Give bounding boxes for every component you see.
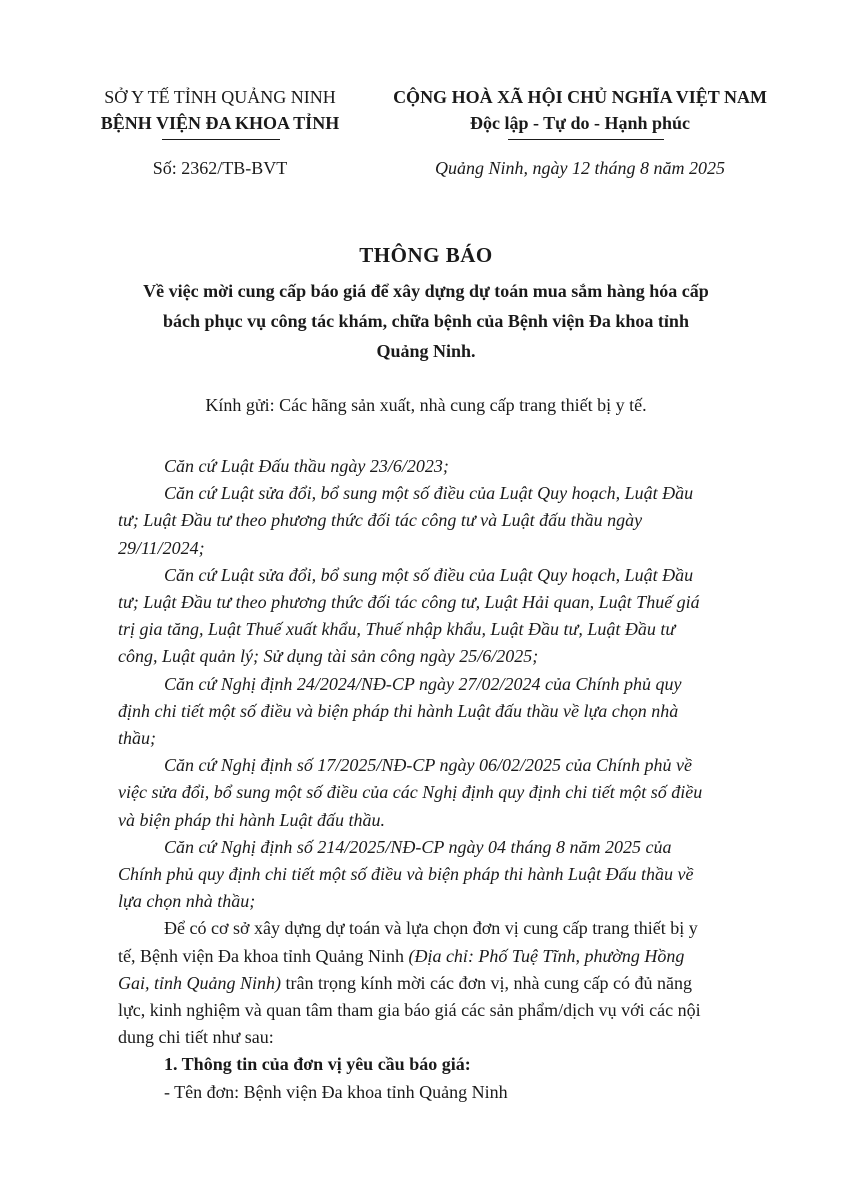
text-line: thầu; [118, 728, 156, 749]
legal-basis [118, 480, 758, 562]
text-line: 29/11/2024; [118, 537, 205, 558]
greeting: Kính gửi: Các hãng sản xuất, nhà cung cấp trang thiết bị y tế. [205, 395, 647, 415]
text-run: tế, Bệnh viện Đa khoa tỉnh Quảng Ninh [118, 945, 409, 966]
issuer-block [80, 84, 360, 136]
section-1 [118, 1051, 758, 1105]
text-run: trân trọng kính mời các đơn vị, nhà cung cấp có đủ năng [281, 972, 692, 993]
legal-basis [118, 752, 758, 834]
section-item: - Tên đơn: Bệnh viện Đa khoa tỉnh Quảng Ninh [164, 1081, 508, 1102]
legal-basis [118, 453, 758, 480]
text-line: lực, kinh nghiệm và quan tâm tham gia báo giá các sản phẩm/dịch vụ với các nội [118, 1000, 701, 1021]
text-line: định chi tiết một số điều và biện pháp thi hành Luật đấu thầu về lựa chọn nhà [118, 700, 679, 721]
text-line: và biện pháp thi hành Luật đấu thầu. [118, 809, 385, 830]
legal-basis [118, 671, 758, 753]
text-line [118, 970, 758, 997]
document-number: Số: 2362/TB-BVT [152, 158, 288, 178]
text-line: Căn cứ Nghị định 24/2024/NĐ-CP ngày 27/02/2024 của Chính phủ quy [164, 673, 682, 694]
subject-line: Quảng Ninh. [376, 341, 476, 361]
text-line: Chính phủ quy định chi tiết một số điều và biện pháp thi hành Luật Đấu thầu về [118, 864, 694, 885]
text-line: Căn cứ Luật Đấu thầu ngày 23/6/2023; [164, 456, 449, 476]
text-line: Căn cứ Luật sửa đổi, bổ sung một số điều của Luật Quy hoạch, Luật Đầu [164, 564, 694, 585]
text-line: Căn cứ Nghị định số 17/2025/NĐ-CP ngày 06/02/2025 của Chính phủ về [164, 755, 692, 776]
text-line: trị gia tăng, Luật Thuế xuất khẩu, Thuế nhập khẩu, Luật Đầu tư, Luật Đầu tư [118, 619, 676, 640]
issuer-unit: BỆNH VIỆN ĐA KHOA TỈNH [100, 113, 340, 133]
subject-line: Về việc mời cung cấp báo giá để xây dựng dự toán mua sắm hàng hóa cấp [143, 281, 709, 301]
text-line: Để có cơ sở xây dựng dự toán và lựa chọn đơn vị cung cấp trang thiết bị y [164, 918, 698, 939]
place-date: Quảng Ninh, ngày 12 tháng 8 năm 2025 [435, 158, 725, 178]
document-title: THÔNG BÁO [359, 243, 493, 267]
motto: Độc lập - Tự do - Hạnh phúc [469, 113, 691, 133]
text-line: dung chi tiết như sau: [118, 1027, 274, 1048]
invitation-paragraph [118, 915, 758, 1051]
issuer-org: SỞ Y TẾ TỈNH QUẢNG NINH [104, 87, 336, 107]
text-line: lựa chọn nhà thầu; [118, 891, 256, 912]
document-subject [100, 276, 752, 366]
document-body [118, 453, 758, 1106]
text-line: Căn cứ Nghị định số 214/2025/NĐ-CP ngày 04 tháng 8 năm 2025 của [164, 836, 672, 857]
address-text: Gai, tỉnh Quảng Ninh) [118, 972, 282, 993]
legal-basis [118, 562, 758, 671]
text-line: Căn cứ Luật sửa đổi, bổ sung một số điều của Luật Quy hoạch, Luật Đầu [164, 483, 694, 504]
section-heading: 1. Thông tin của đơn vị yêu cầu báo giá: [164, 1054, 471, 1075]
text-line: việc sửa đổi, bổ sung một số điều của các Nghị định quy định chi tiết một số điều [118, 782, 703, 803]
national-block [370, 84, 790, 136]
issuer-underline [162, 139, 280, 140]
legal-basis [118, 834, 758, 916]
text-line: tư; Luật Đầu tư theo phương thức đối tác công tư, Luật Hải quan, Luật Thuế giá [118, 592, 700, 613]
text-line: tư; Luật Đầu tư theo phương thức đối tác công tư và Luật đấu thầu ngày [118, 510, 643, 531]
motto-underline [508, 139, 664, 140]
text-line [118, 943, 758, 970]
address-text: (Địa chỉ: Phố Tuệ Tĩnh, phường Hồng [408, 945, 685, 966]
nation-title: CỘNG HOÀ XÃ HỘI CHỦ NGHĨA VIỆT NAM [393, 87, 767, 107]
text-line: công, Luật quản lý; Sử dụng tài sản công ngày 25/6/2025; [118, 646, 539, 667]
subject-line: bách phục vụ công tác khám, chữa bệnh của Bệnh viện Đa khoa tỉnh [163, 311, 689, 331]
